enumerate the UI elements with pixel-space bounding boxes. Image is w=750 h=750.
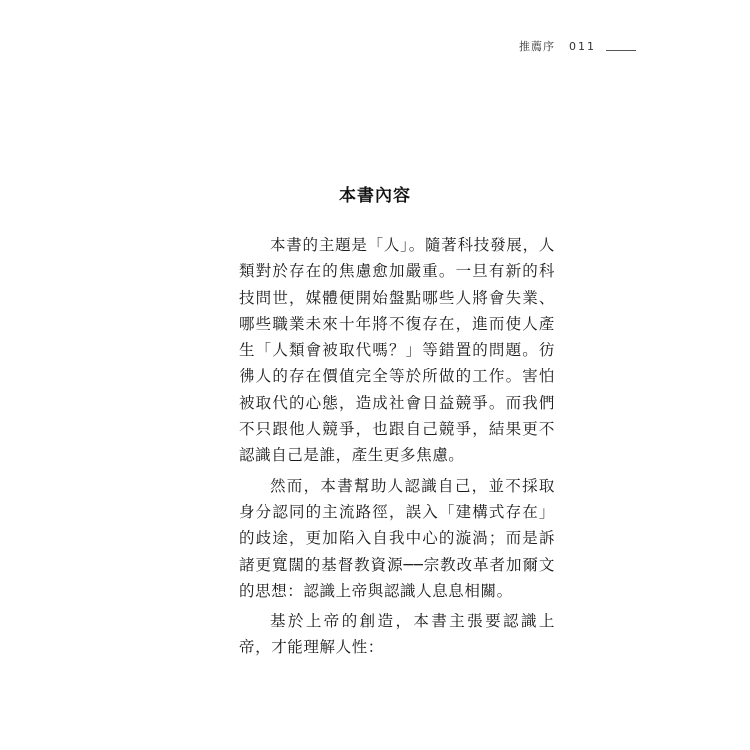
page-number: 011 bbox=[569, 39, 596, 53]
running-header-section: 推薦序 bbox=[519, 40, 555, 53]
paragraph-3: 基於上帝的創造，本書主張要認識上帝，才能理解人性： bbox=[239, 612, 555, 657]
header-rule bbox=[606, 50, 636, 51]
chapter-title: 本書內容 bbox=[339, 186, 411, 206]
running-header bbox=[519, 38, 636, 54]
paragraph-2: 然而，本書幫助人認識自己，並不採取身分認同的主流路徑，誤入「建構式存在」的歧途，更加陷入自我中心的漩渦；而是訴諸更寬闊的基督教資源──宗教改革者加爾文的思想：認識上帝與認識人息息相關。 bbox=[239, 476, 555, 600]
body-text bbox=[239, 232, 555, 665]
paragraph-1: 本書的主題是「人」。隨著科技發展，人類對於存在的焦慮愈加嚴重。一旦有新的科技問世，媒體便開始盤點哪些人將會失業、哪些職業未來十年將不復存在，進而使人產生「人類會被取代嗎？」等錯置的問題。彷彿人的存在價值完全等於所做的工作。害怕被取代的心態，造成社會日益競爭。而我們不只跟他人競爭，也跟自己競爭，結果更不認識自己是誰，產生更多焦慮。 bbox=[239, 236, 555, 465]
